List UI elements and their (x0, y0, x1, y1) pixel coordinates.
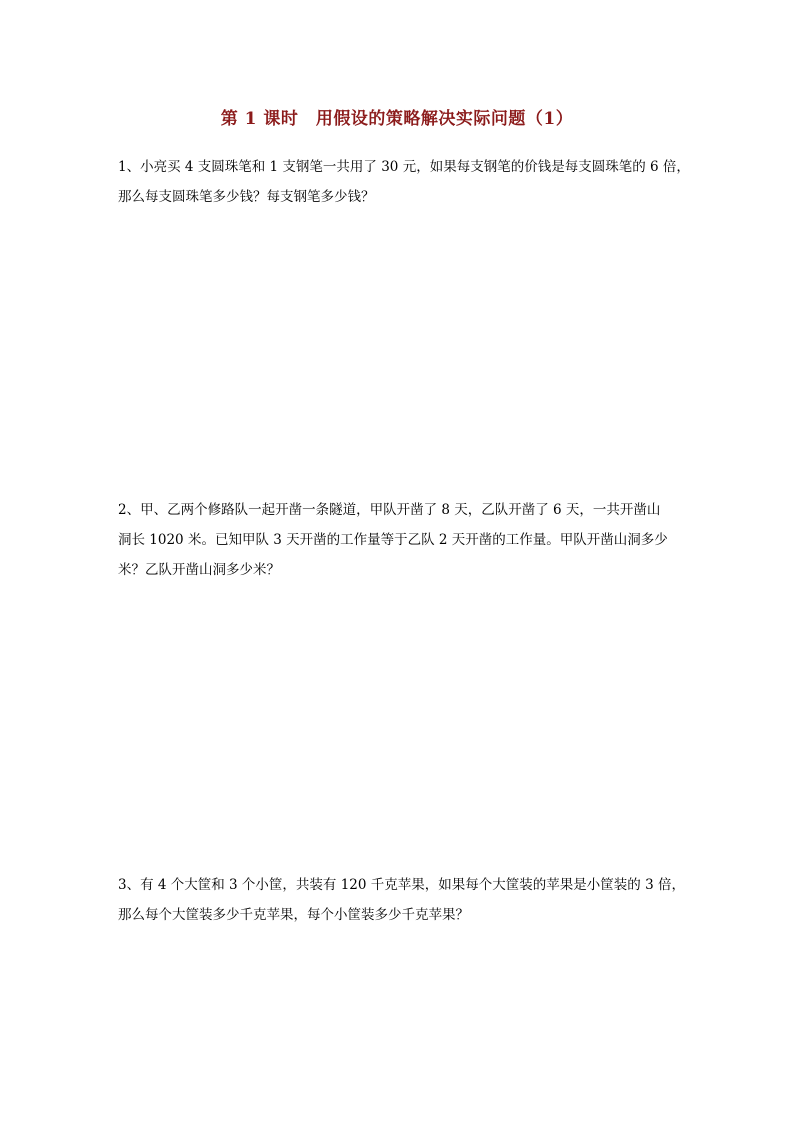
problem-1 (118, 152, 690, 212)
problem-2-line-2: 洞长 1020 米。已知甲队 3 天开凿的工作量等于乙队 2 天开凿的工作量。甲队开凿山洞多少 (118, 532, 668, 548)
problem-1-line-1: 1、小亮买 4 支圆珠笔和 1 支钢笔一共用了 30 元，如果每支钢笔的价钱是每支圆珠笔的 6 倍， (118, 159, 690, 175)
problem-2 (118, 495, 680, 585)
problem-3-line-1: 3、有 4 个大筐和 3 个小筐，共装有 120 千克苹果，如果每个大筐装的苹果是小筐装的 3 倍， (118, 877, 685, 893)
problem-1-line-2: 那么每支圆珠笔多少钱？每支钢笔多少钱？ (118, 189, 375, 205)
problem-3-line-2: 那么每个大筐装多少千克苹果，每个小筐装多少千克苹果？ (118, 907, 469, 923)
problem-2-line-3: 米？乙队开凿山洞多少米？ (118, 562, 280, 578)
problem-2-line-1: 2、甲、乙两个修路队一起开凿一条隧道，甲队开凿了 8 天，乙队开凿了 6 天，一共开凿山 (118, 502, 661, 518)
problem-3 (118, 870, 685, 930)
page-title: 第 1 课时 用假设的策略解决实际问题（1） (220, 109, 574, 129)
